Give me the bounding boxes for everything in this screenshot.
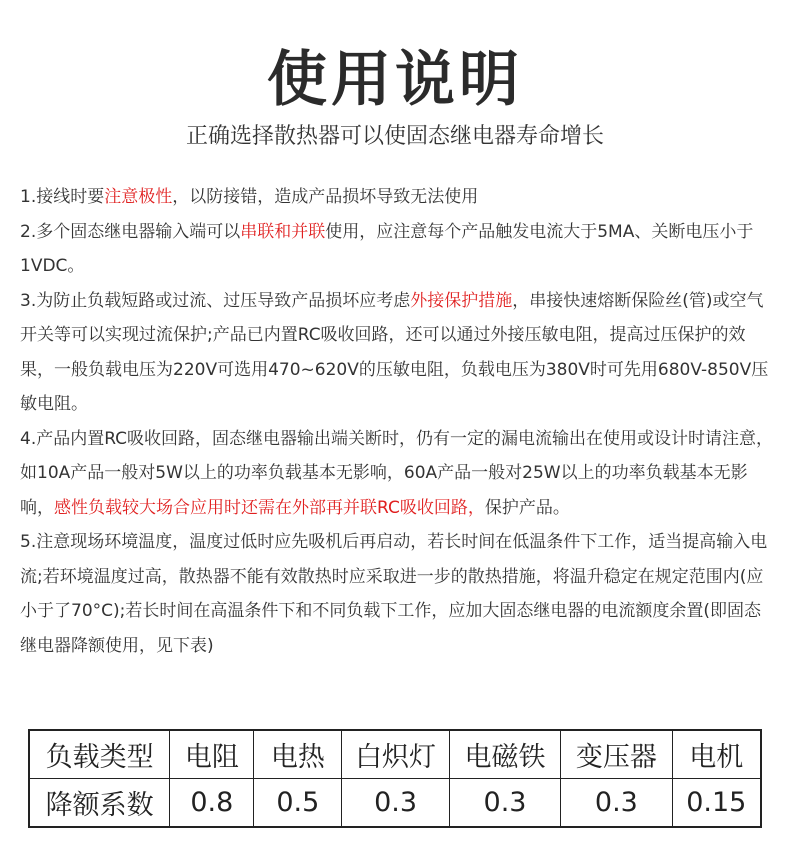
table-cell: 电热 bbox=[254, 730, 342, 779]
table-cell: 0.5 bbox=[254, 779, 342, 828]
instruction-text: ，串接快速熔断保险丝(管)或空气开关等可以实现过流保护;产品已内置RC吸收回路，还可以通过外接压敏电阻，提高过压保护的效果，一般负载电压为220V可选用470~620V的压敏电阻，负载电压为380V时可先用680V-850V压敏电阻。 bbox=[20, 290, 769, 414]
instruction-highlight: 注意极性 bbox=[104, 187, 173, 207]
table-cell: 0.15 bbox=[672, 779, 761, 828]
instruction-text: 5.注意现场环境温度，温度过低时应先吸机后再启动，若长时间在低温条件下工作，适当提高输入电流;若环境温度过高，散热器不能有效散热时应采取进一步的散热措施，将温升稳定在规定范围内(应小于了70°C);若长时间在高温条件下和不同负载下工作，应加大固态继电器的电流额度余置(即固态继电器降额使用，见下表) bbox=[20, 532, 768, 656]
table-cell: 降额系数 bbox=[29, 779, 170, 828]
instruction-item bbox=[20, 180, 775, 215]
instruction-text: ，以防接错，造成产品损坏导致无法使用 bbox=[172, 187, 479, 207]
table-cell: 0.3 bbox=[561, 779, 672, 828]
table-cell: 0.3 bbox=[342, 779, 449, 828]
derating-table bbox=[28, 729, 762, 828]
instruction-text: 4.产品内置RC吸收回路，固态继电器输出端关断时，仍有一定的漏电流输出在使用或设计时请注意，如10A产品一般对5W以上的功率负载基本无影响，60A产品一般对25W以上的功率负载基本无影响， bbox=[20, 428, 774, 518]
table-cell: 电机 bbox=[672, 730, 761, 779]
instruction-text: 1.接线时要 bbox=[20, 187, 105, 207]
page-title: 使用说明 bbox=[267, 45, 523, 115]
instruction-item bbox=[20, 525, 775, 663]
instructions-body bbox=[20, 180, 775, 663]
instruction-highlight: 外接保护措施 bbox=[410, 290, 513, 311]
table-row bbox=[29, 779, 761, 828]
page-subtitle: 正确选择散热器可以使固态继电器寿命增长 bbox=[185, 124, 604, 149]
instruction-highlight: 串联和并联 bbox=[240, 221, 326, 242]
table-cell: 电磁铁 bbox=[449, 730, 560, 779]
table-cell: 0.3 bbox=[449, 779, 560, 828]
table-cell: 0.8 bbox=[170, 779, 254, 828]
table-header-row bbox=[29, 730, 761, 779]
instruction-text: 2.多个固态继电器输入端可以 bbox=[20, 221, 241, 242]
instruction-item bbox=[20, 284, 775, 422]
instruction-item bbox=[20, 215, 775, 284]
table-cell: 电阻 bbox=[170, 730, 254, 779]
table-cell: 负载类型 bbox=[29, 730, 170, 779]
instruction-text: 使用，应注意每个产品触发电流大于5MA、关断电压小于1VDC。 bbox=[20, 221, 754, 276]
instruction-text: 3.为防止负载短路或过流、过压导致产品损坏应考虑 bbox=[20, 290, 411, 311]
table-cell: 白炽灯 bbox=[342, 730, 449, 779]
table-cell: 变压器 bbox=[561, 730, 672, 779]
instruction-highlight: 感性负载较大场合应用时还需在外部再并联RC吸收回路， bbox=[54, 497, 485, 518]
instruction-item bbox=[20, 422, 775, 526]
instruction-text: 保护产品。 bbox=[484, 497, 570, 518]
